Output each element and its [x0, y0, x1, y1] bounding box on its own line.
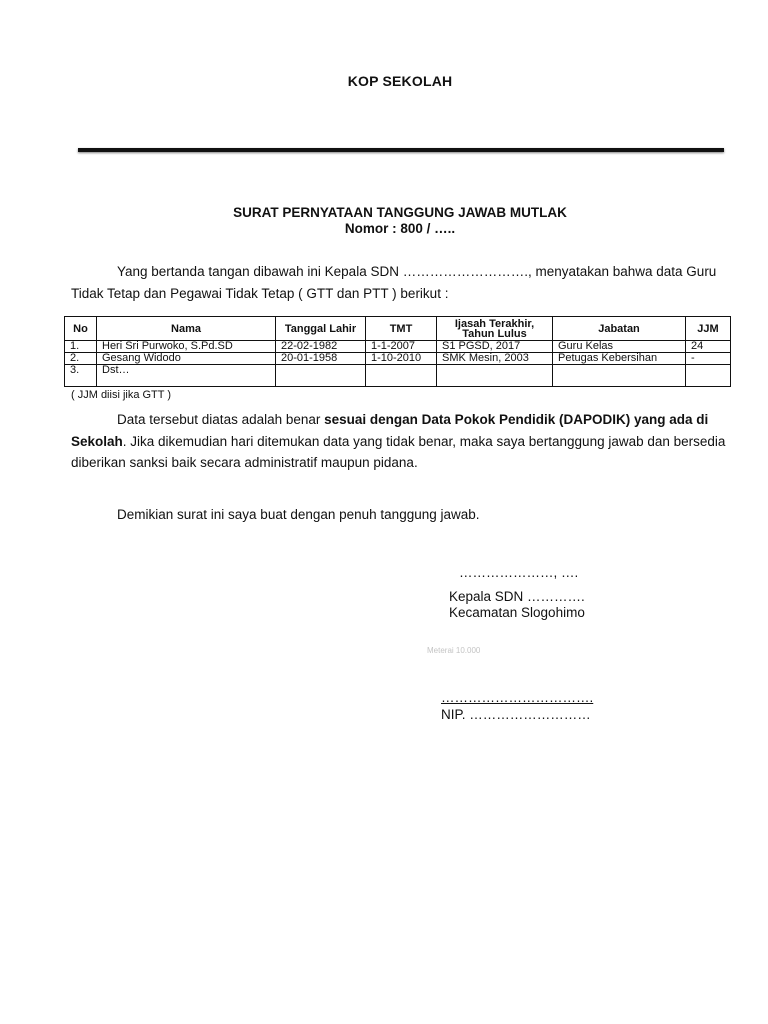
letter-title: SURAT PERNYATAAN TANGGUNG JAWAB MUTLAK: [233, 205, 567, 220]
intro-text: Yang bertanda tangan dibawah ini Kepala SDN ………………………., menyatakan bahwa data Guru Tidak Tetap dan Pegawai Tidak Tetap ( GTT dan PTT ) berikut :: [71, 264, 717, 301]
jjm-note: ( JJM diisi jika GTT ): [71, 389, 172, 401]
table-header-row: [65, 317, 731, 341]
statement-text-pre: Data tersebut diatas adalah benar: [117, 412, 325, 427]
staff-table: [64, 316, 731, 387]
statement-text-post: . Jika dikemudian hari ditemukan data yang tidak benar, maka saya bertanggung jawab dan bersedia diberikan sanksi baik secara administratif maupun pidana.: [71, 433, 726, 470]
header-jabatan: Jabatan: [553, 317, 686, 341]
table-row: [65, 365, 731, 387]
letterhead-placeholder: KOP SEKOLAH: [347, 73, 453, 89]
closing-text: Demikian surat ini saya buat dengan penuh tanggung jawab.: [117, 507, 480, 522]
cell-jjm: [686, 365, 731, 387]
signature-nip: NIP. ………………………: [441, 707, 591, 722]
cell-tanggal-lahir: [276, 365, 366, 387]
cell-tmt: [366, 365, 437, 387]
table-row: [65, 341, 731, 353]
cell-tmt: 1-1-2007: [366, 341, 437, 353]
cell-jjm: 24: [686, 341, 731, 353]
signature-position: Kepala SDN ………….: [449, 589, 585, 604]
header-ijasah: Ijasah Terakhir, Tahun Lulus: [437, 317, 553, 341]
closing-paragraph: [71, 504, 731, 526]
cell-nama: Heri Sri Purwoko, S.Pd.SD: [97, 341, 276, 353]
cell-ijasah: SMK Mesin, 2003: [437, 353, 553, 365]
letter-number: Nomor : 800 / …..: [344, 221, 456, 236]
cell-ijasah: S1 PGSD, 2017: [437, 341, 553, 353]
letterhead-divider: [78, 148, 724, 152]
cell-nama: Dst…: [97, 365, 276, 387]
header-jjm: JJM: [686, 317, 731, 341]
cell-jjm: -: [686, 353, 731, 365]
header-nama: Nama: [97, 317, 276, 341]
cell-tanggal-lahir: 22-02-1982: [276, 341, 366, 353]
signature-district: Kecamatan Slogohimo: [449, 605, 585, 620]
header-no: No: [65, 317, 97, 341]
cell-ijasah: [437, 365, 553, 387]
header-tmt: TMT: [366, 317, 437, 341]
statement-text-bold: sesuai dengan Data Pokok Pendidik (DAPODIK) yang ada di Sekolah: [71, 412, 709, 449]
table-row: [65, 353, 731, 365]
cell-nama: Gesang Widodo: [97, 353, 276, 365]
statement-paragraph: [71, 409, 731, 474]
signature-name: …………………………….: [441, 690, 594, 705]
cell-tmt: 1-10-2010: [366, 353, 437, 365]
cell-no: 2.: [65, 353, 97, 365]
signature-place-date: …………………, ….: [459, 565, 579, 580]
header-tanggal-lahir: Tanggal Lahir: [276, 317, 366, 341]
cell-no: 1.: [65, 341, 97, 353]
cell-jabatan: Petugas Kebersihan: [553, 353, 686, 365]
cell-tanggal-lahir: 20-01-1958: [276, 353, 366, 365]
cell-jabatan: Guru Kelas: [553, 341, 686, 353]
letter-title-block: [0, 205, 768, 237]
stamp-placeholder: Meterai 10.000: [427, 646, 481, 655]
cell-no: 3.: [65, 365, 97, 387]
intro-paragraph: [71, 261, 731, 304]
cell-jabatan: [553, 365, 686, 387]
